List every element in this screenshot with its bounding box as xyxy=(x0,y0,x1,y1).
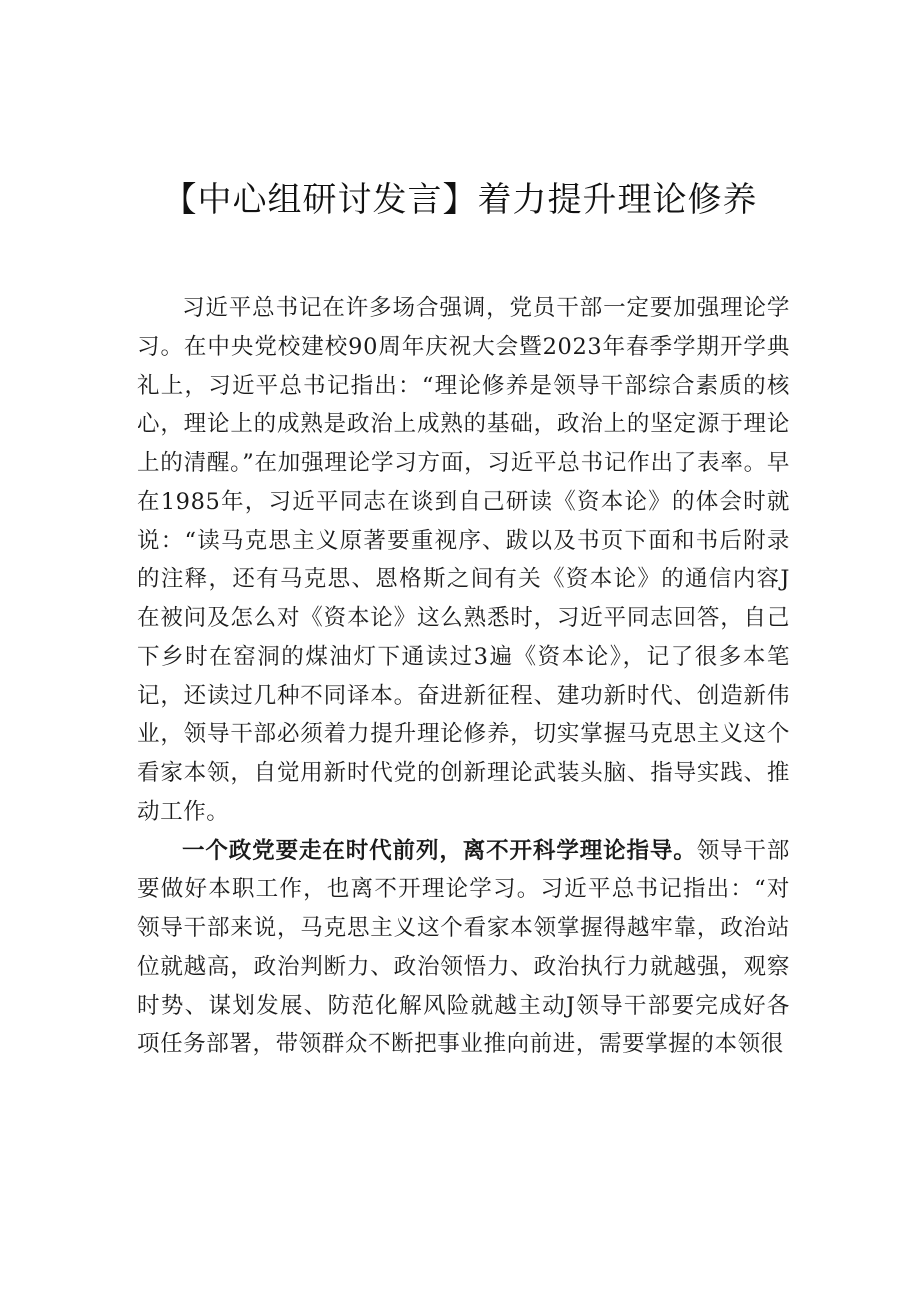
document-title: 【中心组研讨发言】着力提升理论修养 xyxy=(162,180,758,220)
paragraph-2 xyxy=(137,832,790,1065)
paragraph-2-lead: 一个政党要走在时代前列，离不开科学理论指导。 xyxy=(182,837,697,864)
paragraph-2-text: 领导干部要做好本职工作，也离不开理论学习。习近平总书记指出：“对领导干部来说，马克思主义这个看家本领掌握得越牢靠，政治站位就越高，政治判断力、政治领悟力、政治执行力就越强，观察时势、谋划发展、防范化解风险就越主动J领导干部要完成好各项任务部署，带领群众不断把事业推向前进，需要掌握的本领很 xyxy=(137,837,791,1058)
paragraph-1-text: 习近平总书记在许多场合强调，党员干部一定要加强理论学习。在中央党校建校90周年庆祝大会暨2023年春季学期开学典礼上，习近平总书记指出：“理论修养是领导干部综合素质的核心，理论上的成熟是政治上成熟的基础，政治上的坚定源于理论上的清醒。”在加强理论学习方面，习近平总书记作出了表率。早在1985年，习近平同志在谈到自己研读《资本论》的体会时就说：“读马克思主义原著要重视序、跋以及书页下面和书后附录的注释，还有马克思、恩格斯之间有关《资本论》的通信内容J在被问及怎么对《资本论》这么熟悉时，习近平同志回答，自己下乡时在窑洞的煤油灯下通读过3遍《资本论》，记了很多本笔记，还读过几种不同译本。奋进新征程、建功新时代、创造新伟业，领导干部必须着力提升理论修养，切实掌握马克思主义这个看家本领，自觉用新时代党的创新理论武装头脑、指导实践、推动工作。 xyxy=(137,295,790,825)
paragraph-1 xyxy=(137,289,790,832)
document-body xyxy=(137,289,790,1064)
